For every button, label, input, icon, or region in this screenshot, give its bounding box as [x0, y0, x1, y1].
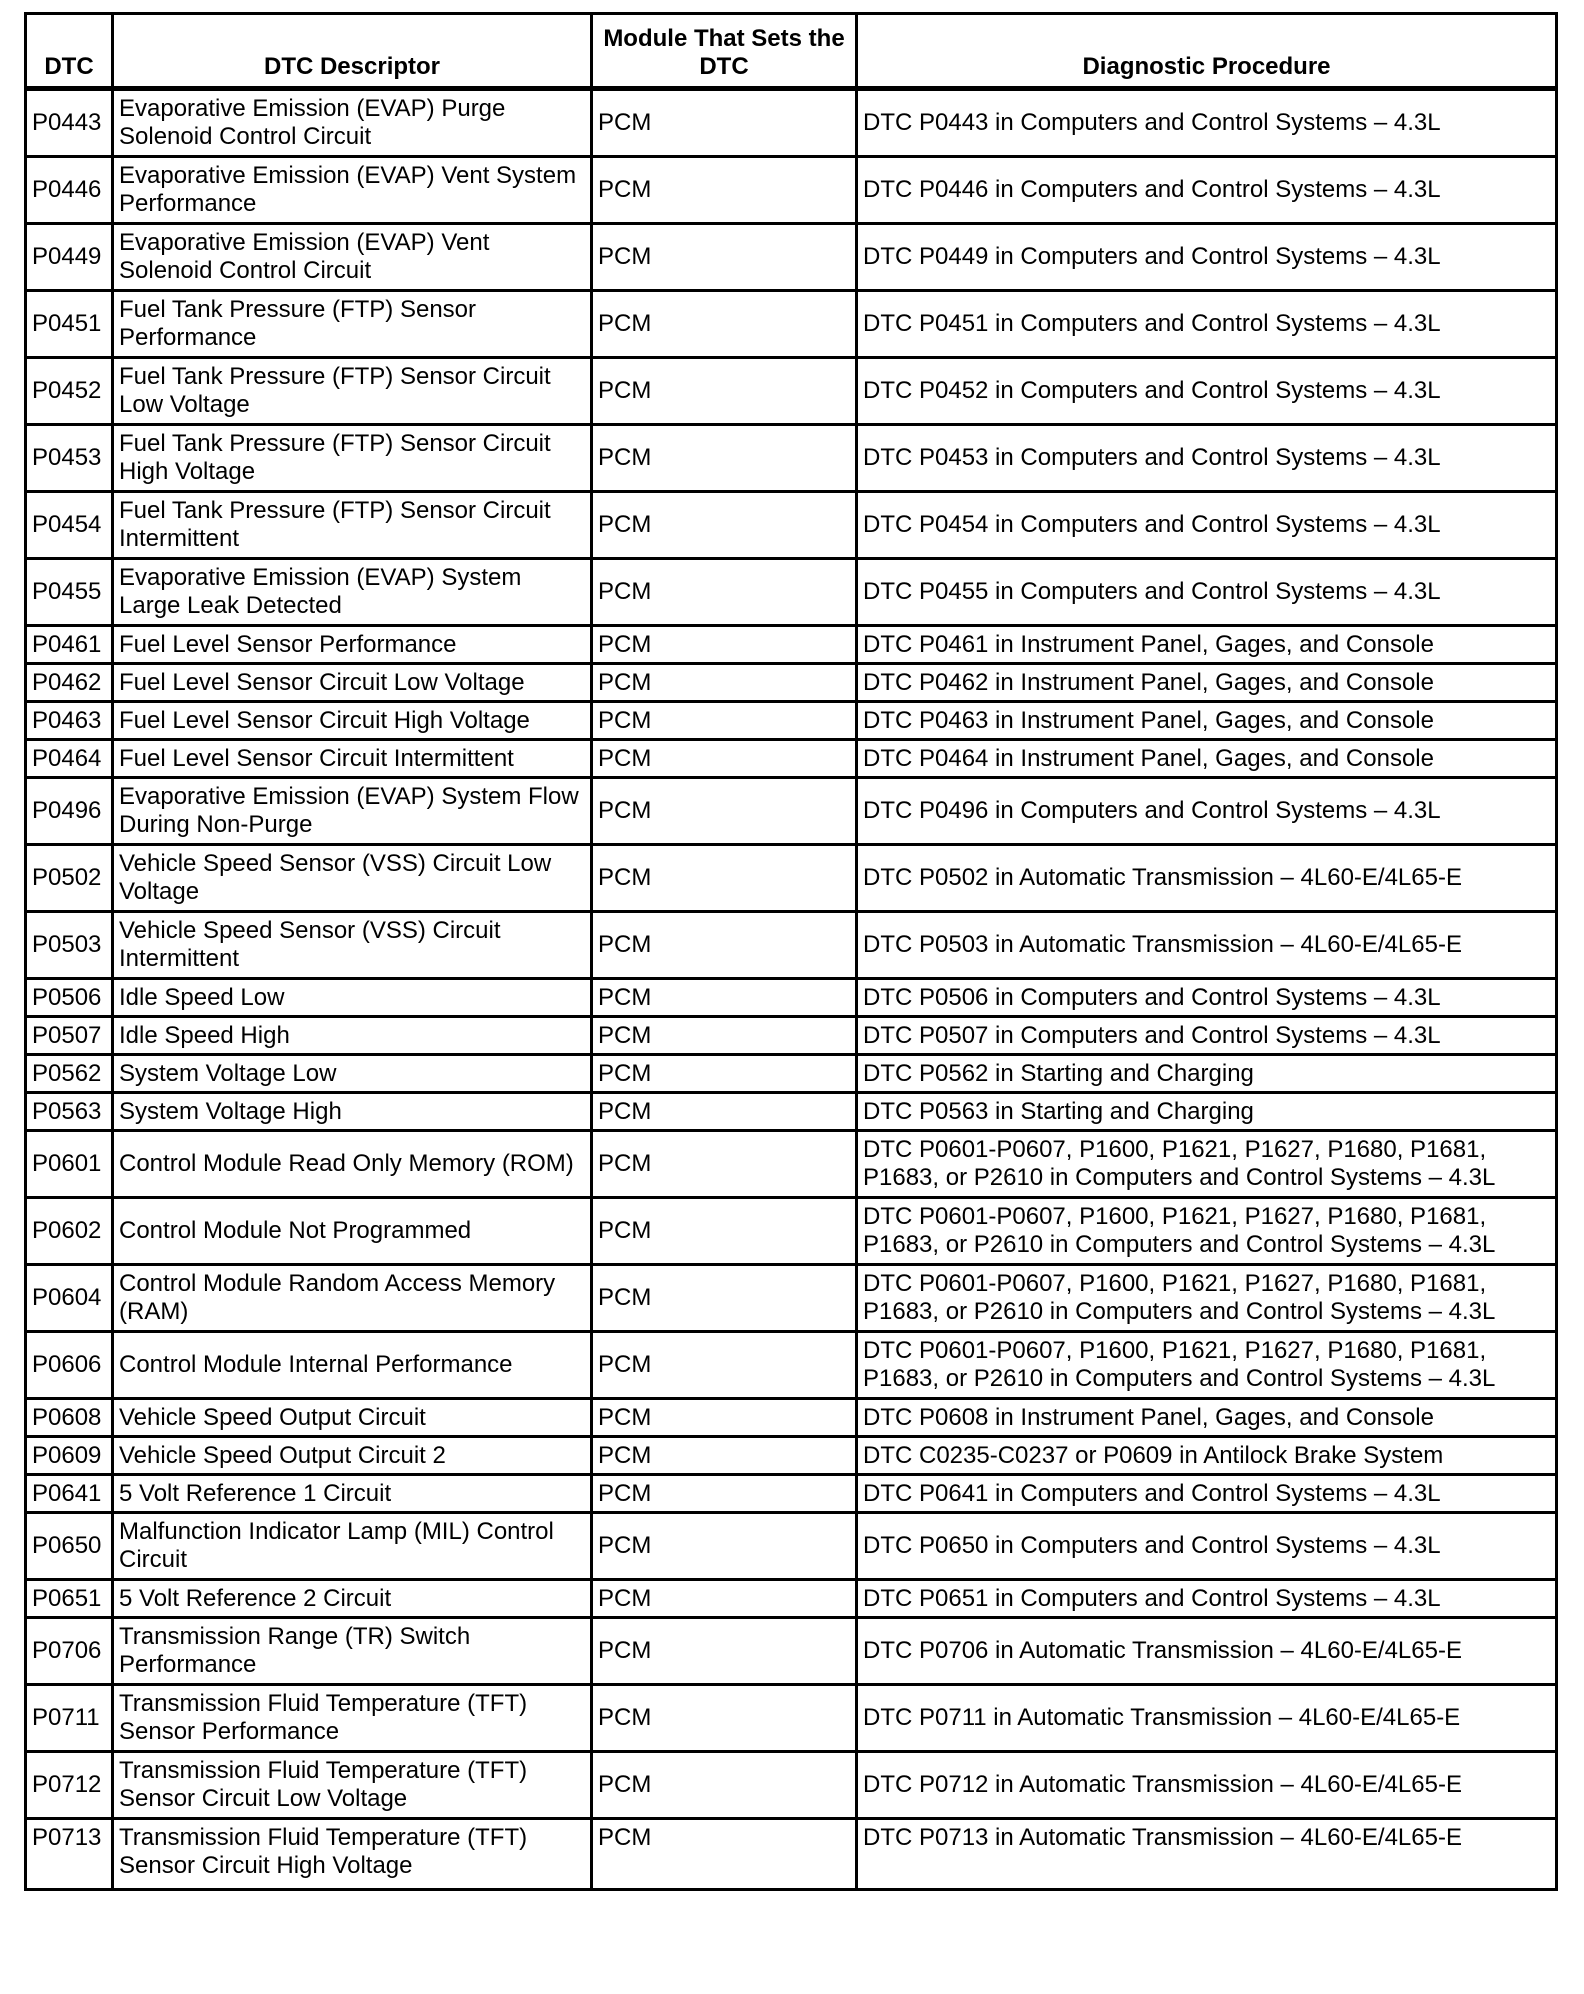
header-module: Module That Sets the DTC [592, 14, 857, 89]
module-cell: PCM [592, 1685, 857, 1752]
dtc-code-cell: P0713 [26, 1819, 113, 1890]
table-row [26, 702, 1557, 740]
dtc-code-cell: P0451 [26, 291, 113, 358]
module-cell: PCM [592, 1752, 857, 1819]
diagnostic-procedure-cell: DTC P0496 in Computers and Control Systems – 4.3L [857, 778, 1557, 845]
table-row [26, 559, 1557, 626]
dtc-code-cell: P0502 [26, 845, 113, 912]
table-row [26, 1685, 1557, 1752]
diagnostic-procedure-cell: DTC P0462 in Instrument Panel, Gages, and Console [857, 664, 1557, 702]
dtc-descriptor-cell: Fuel Tank Pressure (FTP) Sensor Circuit Intermittent [113, 492, 592, 559]
dtc-descriptor-cell: Idle Speed High [113, 1017, 592, 1055]
dtc-descriptor-cell: Vehicle Speed Output Circuit [113, 1399, 592, 1437]
module-cell: PCM [592, 1265, 857, 1332]
dtc-descriptor-cell: System Voltage Low [113, 1055, 592, 1093]
dtc-descriptor-cell: Fuel Level Sensor Circuit Low Voltage [113, 664, 592, 702]
diagnostic-procedure-cell: DTC P0461 in Instrument Panel, Gages, and Console [857, 626, 1557, 664]
dtc-code-cell: P0609 [26, 1437, 113, 1475]
dtc-descriptor-cell: 5 Volt Reference 2 Circuit [113, 1580, 592, 1618]
diagnostic-procedure-cell: DTC P0650 in Computers and Control Systems – 4.3L [857, 1513, 1557, 1580]
dtc-descriptor-cell: Transmission Range (TR) Switch Performance [113, 1618, 592, 1685]
dtc-code-cell: P0601 [26, 1131, 113, 1198]
table-row [26, 912, 1557, 979]
header-dtc: DTC [26, 14, 113, 89]
module-cell: PCM [592, 1437, 857, 1475]
dtc-code-cell: P0711 [26, 1685, 113, 1752]
table-row [26, 626, 1557, 664]
module-cell: PCM [592, 425, 857, 492]
table-row [26, 291, 1557, 358]
module-cell: PCM [592, 845, 857, 912]
dtc-code-cell: P0446 [26, 157, 113, 224]
dtc-descriptor-cell: Evaporative Emission (EVAP) Purge Solenoid Control Circuit [113, 89, 592, 157]
table-row [26, 1017, 1557, 1055]
dtc-code-cell: P0454 [26, 492, 113, 559]
module-cell: PCM [592, 358, 857, 425]
diagnostic-procedure-cell: DTC P0601-P0607, P1600, P1621, P1627, P1680, P1681, P1683, or P2610 in Computers and Control Systems – 4.3L [857, 1131, 1557, 1198]
dtc-descriptor-cell: Fuel Tank Pressure (FTP) Sensor Circuit Low Voltage [113, 358, 592, 425]
dtc-descriptor-cell: Transmission Fluid Temperature (TFT) Sensor Circuit Low Voltage [113, 1752, 592, 1819]
module-cell: PCM [592, 157, 857, 224]
table-row [26, 1399, 1557, 1437]
diagnostic-procedure-cell: DTC P0507 in Computers and Control Systems – 4.3L [857, 1017, 1557, 1055]
dtc-descriptor-cell: Fuel Tank Pressure (FTP) Sensor Performance [113, 291, 592, 358]
table-row [26, 425, 1557, 492]
dtc-code-cell: P0602 [26, 1198, 113, 1265]
dtc-code-cell: P0449 [26, 224, 113, 291]
dtc-code-cell: P0464 [26, 740, 113, 778]
diagnostic-procedure-cell: DTC P0449 in Computers and Control Systems – 4.3L [857, 224, 1557, 291]
module-cell: PCM [592, 559, 857, 626]
header-descriptor: DTC Descriptor [113, 14, 592, 89]
dtc-code-cell: P0453 [26, 425, 113, 492]
dtc-descriptor-cell: Evaporative Emission (EVAP) Vent System Performance [113, 157, 592, 224]
diagnostic-procedure-cell: DTC P0455 in Computers and Control Systems – 4.3L [857, 559, 1557, 626]
module-cell: PCM [592, 626, 857, 664]
module-cell: PCM [592, 979, 857, 1017]
table-row [26, 1580, 1557, 1618]
diagnostic-procedure-cell: DTC P0608 in Instrument Panel, Gages, and Console [857, 1399, 1557, 1437]
module-cell: PCM [592, 224, 857, 291]
table-row [26, 89, 1557, 157]
module-cell: PCM [592, 740, 857, 778]
diagnostic-procedure-cell: DTC P0463 in Instrument Panel, Gages, and Console [857, 702, 1557, 740]
table-row [26, 740, 1557, 778]
dtc-code-cell: P0496 [26, 778, 113, 845]
diagnostic-procedure-cell: DTC P0641 in Computers and Control Systems – 4.3L [857, 1475, 1557, 1513]
diagnostic-procedure-cell: DTC P0446 in Computers and Control Systems – 4.3L [857, 157, 1557, 224]
dtc-code-cell: P0462 [26, 664, 113, 702]
module-cell: PCM [592, 492, 857, 559]
table-row [26, 1093, 1557, 1131]
module-cell: PCM [592, 912, 857, 979]
dtc-code-cell: P0452 [26, 358, 113, 425]
dtc-code-cell: P0562 [26, 1055, 113, 1093]
table-row [26, 224, 1557, 291]
diagnostic-procedure-cell: DTC P0502 in Automatic Transmission – 4L60-E/4L65-E [857, 845, 1557, 912]
module-cell: PCM [592, 1055, 857, 1093]
dtc-descriptor-cell: Fuel Level Sensor Performance [113, 626, 592, 664]
dtc-code-cell: P0604 [26, 1265, 113, 1332]
dtc-code-cell: P0706 [26, 1618, 113, 1685]
diagnostic-procedure-cell: DTC C0235-C0237 or P0609 in Antilock Brake System [857, 1437, 1557, 1475]
dtc-descriptor-cell: Transmission Fluid Temperature (TFT) Sensor Circuit High Voltage [113, 1819, 592, 1890]
diagnostic-procedure-cell: DTC P0601-P0607, P1600, P1621, P1627, P1680, P1681, P1683, or P2610 in Computers and Control Systems – 4.3L [857, 1265, 1557, 1332]
module-cell: PCM [592, 702, 857, 740]
diagnostic-procedure-cell: DTC P0563 in Starting and Charging [857, 1093, 1557, 1131]
dtc-descriptor-cell: Control Module Random Access Memory (RAM) [113, 1265, 592, 1332]
module-cell: PCM [592, 664, 857, 702]
table-row [26, 1618, 1557, 1685]
dtc-descriptor-cell: Control Module Not Programmed [113, 1198, 592, 1265]
dtc-descriptor-cell: Fuel Level Sensor Circuit High Voltage [113, 702, 592, 740]
dtc-descriptor-cell: Vehicle Speed Sensor (VSS) Circuit Intermittent [113, 912, 592, 979]
module-cell: PCM [592, 1017, 857, 1055]
dtc-table [24, 12, 1558, 1891]
module-cell: PCM [592, 1399, 857, 1437]
dtc-descriptor-cell: Transmission Fluid Temperature (TFT) Sensor Performance [113, 1685, 592, 1752]
table-row [26, 778, 1557, 845]
dtc-descriptor-cell: Fuel Tank Pressure (FTP) Sensor Circuit High Voltage [113, 425, 592, 492]
diagnostic-procedure-cell: DTC P0562 in Starting and Charging [857, 1055, 1557, 1093]
dtc-code-cell: P0608 [26, 1399, 113, 1437]
table-row [26, 664, 1557, 702]
table-row [26, 1437, 1557, 1475]
dtc-descriptor-cell: Vehicle Speed Output Circuit 2 [113, 1437, 592, 1475]
dtc-descriptor-cell: Idle Speed Low [113, 979, 592, 1017]
table-row [26, 1819, 1557, 1890]
module-cell: PCM [592, 291, 857, 358]
module-cell: PCM [592, 1475, 857, 1513]
diagnostic-procedure-cell: DTC P0601-P0607, P1600, P1621, P1627, P1680, P1681, P1683, or P2610 in Computers and Control Systems – 4.3L [857, 1198, 1557, 1265]
table-row [26, 1513, 1557, 1580]
dtc-code-cell: P0507 [26, 1017, 113, 1055]
module-cell: PCM [592, 778, 857, 845]
table-row [26, 157, 1557, 224]
dtc-code-cell: P0503 [26, 912, 113, 979]
dtc-code-cell: P0650 [26, 1513, 113, 1580]
table-row [26, 492, 1557, 559]
dtc-code-cell: P0563 [26, 1093, 113, 1131]
module-cell: PCM [592, 1513, 857, 1580]
table-row [26, 1055, 1557, 1093]
table-row [26, 1198, 1557, 1265]
dtc-descriptor-cell: Control Module Internal Performance [113, 1332, 592, 1399]
module-cell: PCM [592, 1093, 857, 1131]
diagnostic-procedure-cell: DTC P0443 in Computers and Control Systems – 4.3L [857, 89, 1557, 157]
dtc-descriptor-cell: Evaporative Emission (EVAP) System Large Leak Detected [113, 559, 592, 626]
dtc-code-cell: P0506 [26, 979, 113, 1017]
dtc-descriptor-cell: System Voltage High [113, 1093, 592, 1131]
dtc-code-cell: P0463 [26, 702, 113, 740]
module-cell: PCM [592, 1332, 857, 1399]
dtc-code-cell: P0455 [26, 559, 113, 626]
diagnostic-procedure-cell: DTC P0711 in Automatic Transmission – 4L60-E/4L65-E [857, 1685, 1557, 1752]
module-cell: PCM [592, 1819, 857, 1890]
table-row [26, 358, 1557, 425]
diagnostic-procedure-cell: DTC P0706 in Automatic Transmission – 4L60-E/4L65-E [857, 1618, 1557, 1685]
dtc-code-cell: P0712 [26, 1752, 113, 1819]
module-cell: PCM [592, 1131, 857, 1198]
dtc-code-cell: P0461 [26, 626, 113, 664]
dtc-code-cell: P0443 [26, 89, 113, 157]
dtc-code-cell: P0651 [26, 1580, 113, 1618]
dtc-descriptor-cell: Fuel Level Sensor Circuit Intermittent [113, 740, 592, 778]
dtc-descriptor-cell: 5 Volt Reference 1 Circuit [113, 1475, 592, 1513]
module-cell: PCM [592, 1580, 857, 1618]
module-cell: PCM [592, 89, 857, 157]
dtc-descriptor-cell: Evaporative Emission (EVAP) System Flow During Non-Purge [113, 778, 592, 845]
diagnostic-procedure-cell: DTC P0601-P0607, P1600, P1621, P1627, P1680, P1681, P1683, or P2610 in Computers and Control Systems – 4.3L [857, 1332, 1557, 1399]
table-body [26, 89, 1557, 1890]
module-cell: PCM [592, 1618, 857, 1685]
diagnostic-procedure-cell: DTC P0713 in Automatic Transmission – 4L60-E/4L65-E [857, 1819, 1557, 1890]
table-row [26, 1475, 1557, 1513]
module-cell: PCM [592, 1198, 857, 1265]
table-row [26, 1332, 1557, 1399]
dtc-code-cell: P0641 [26, 1475, 113, 1513]
dtc-descriptor-cell: Malfunction Indicator Lamp (MIL) Control Circuit [113, 1513, 592, 1580]
table-row [26, 979, 1557, 1017]
table-row [26, 845, 1557, 912]
diagnostic-procedure-cell: DTC P0454 in Computers and Control Systems – 4.3L [857, 492, 1557, 559]
dtc-code-cell: P0606 [26, 1332, 113, 1399]
diagnostic-procedure-cell: DTC P0452 in Computers and Control Systems – 4.3L [857, 358, 1557, 425]
diagnostic-procedure-cell: DTC P0506 in Computers and Control Systems – 4.3L [857, 979, 1557, 1017]
diagnostic-procedure-cell: DTC P0651 in Computers and Control Systems – 4.3L [857, 1580, 1557, 1618]
diagnostic-procedure-cell: DTC P0712 in Automatic Transmission – 4L60-E/4L65-E [857, 1752, 1557, 1819]
dtc-descriptor-cell: Evaporative Emission (EVAP) Vent Solenoid Control Circuit [113, 224, 592, 291]
diagnostic-procedure-cell: DTC P0451 in Computers and Control Systems – 4.3L [857, 291, 1557, 358]
diagnostic-procedure-cell: DTC P0503 in Automatic Transmission – 4L60-E/4L65-E [857, 912, 1557, 979]
table-row [26, 1131, 1557, 1198]
header-procedure: Diagnostic Procedure [857, 14, 1557, 89]
diagnostic-procedure-cell: DTC P0464 in Instrument Panel, Gages, and Console [857, 740, 1557, 778]
diagnostic-procedure-cell: DTC P0453 in Computers and Control Systems – 4.3L [857, 425, 1557, 492]
header-row [26, 14, 1557, 89]
table-row [26, 1265, 1557, 1332]
table-row [26, 1752, 1557, 1819]
dtc-descriptor-cell: Control Module Read Only Memory (ROM) [113, 1131, 592, 1198]
dtc-descriptor-cell: Vehicle Speed Sensor (VSS) Circuit Low Voltage [113, 845, 592, 912]
